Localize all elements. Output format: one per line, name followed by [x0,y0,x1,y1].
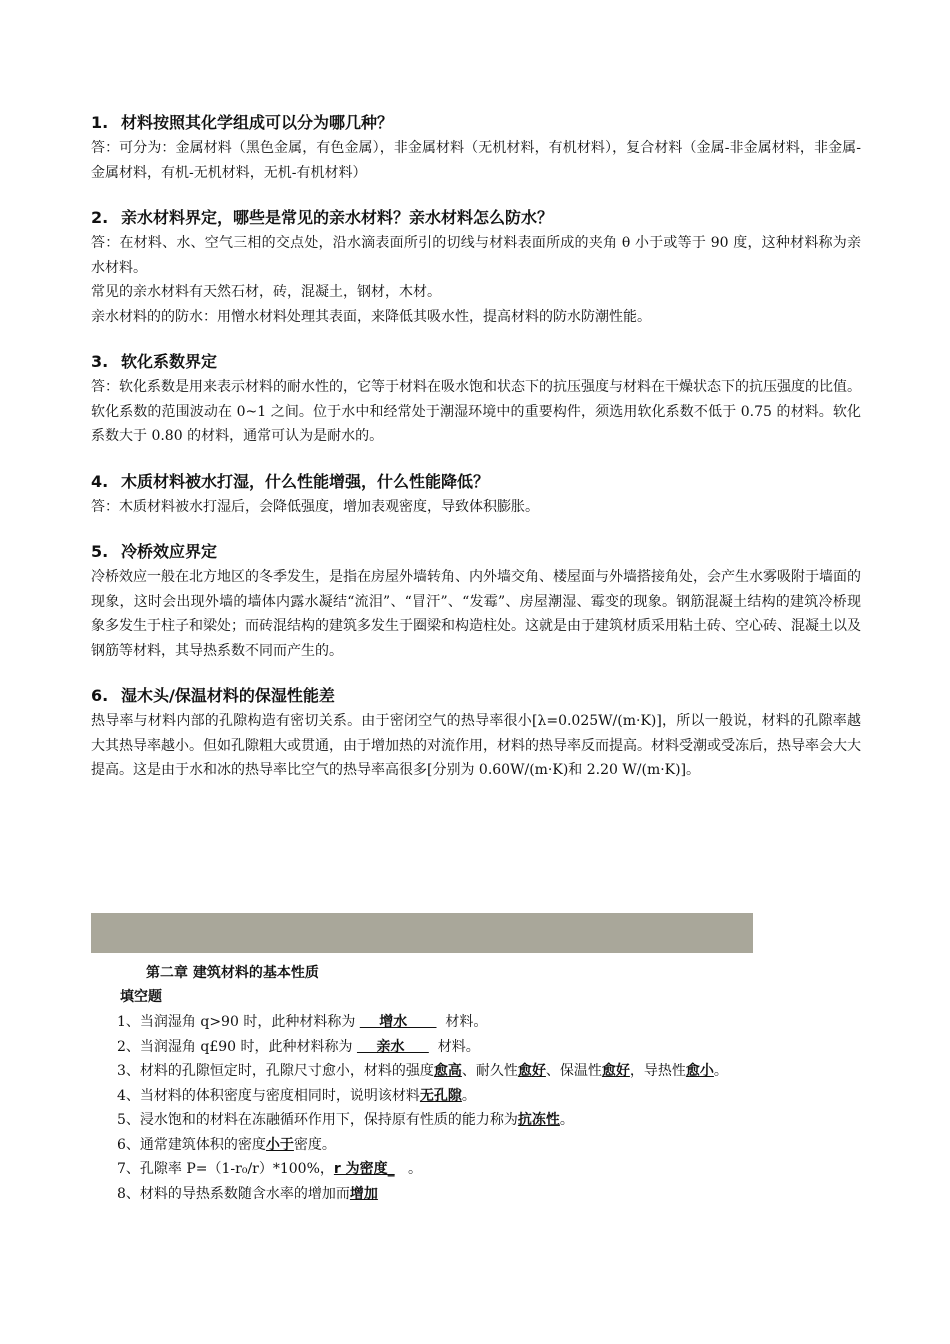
qa-section [91,112,861,805]
question-number: 6. [91,686,109,705]
fill-item-3 [117,1059,877,1084]
fill-blank-heading: 填空题 [120,989,162,1005]
question-title [91,685,861,707]
answer-paragraph: 答：可分为：金属材料（黑色金属，有色金属），非金属材料（无机材料，有机材料），复合材料（金属-非金属材料，非金属-金属材料，有机-无机材料，无机-有机材料） [91,140,861,181]
question-number: 3. [91,352,109,371]
fill-item-8 [117,1182,877,1207]
item-text: 4、当材料的体积密度与密度相同时，说明该材料 [117,1087,420,1104]
question-title [91,351,861,373]
question-number: 1. [91,113,109,132]
answer-blank: 增加 [349,1185,378,1202]
item-text: 2、当润湿角 q£90 时，此种材料称为 [117,1038,357,1055]
question-number: 4. [91,471,109,491]
answer-blank: 愈好 [601,1063,630,1079]
fill-item-1 [117,1010,877,1035]
section-divider-bar [91,913,753,953]
question-3 [91,351,861,449]
question-title [91,541,861,563]
answer-paragraph: 答：软化系数是用来表示材料的耐水性的，它等于材料在吸水饱和状态下的抗压强度与材料在干燥状态下的抗压强度的比值。软化系数的范围波动在 0~1 之间。位于水中和经常处于潮湿环境中的重要构件，须选用软化系数不低于 0.75 的材料。软化系数大于 0.80 的材料，通常可认为是耐水的。 [91,379,861,444]
answer-blank: 愈好 [517,1063,546,1079]
fill-item-6 [117,1133,877,1158]
question-4 [91,471,861,520]
item-text: ，导热性 [629,1063,686,1079]
item-text: 5、浸水饱和的材料在冻融循环作用下，保持原有性质的能力称为 [117,1112,518,1128]
item-text: 。 [713,1063,728,1079]
fill-item-4 [117,1084,877,1109]
answer-paragraph: 亲水材料的的防水：用憎水材料处理其表面，来降低其吸水性，提高材料的防水防潮性能。 [91,308,651,325]
question-2 [91,207,861,329]
answer-blank: 抗冻性 [517,1112,560,1128]
fill-item-5 [117,1108,877,1133]
item-text: 3、材料的孔隙恒定时，孔隙尺寸愈小，材料的强度 [117,1063,434,1079]
question-text: 软化系数界定 [121,352,218,371]
answer-blank: 亲水 [356,1038,429,1055]
answer-blank: 愈高 [433,1063,462,1079]
answer-paragraph: 答：在材料、水、空气三相的交点处，沿水滴表面所引的切线与材料表面所成的夹角 θ 小于或等于 90 度，这种材料称为亲水材料。 [91,235,861,276]
question-1 [91,112,861,185]
question-text: 亲水材料界定，哪些是常见的亲水材料？亲水材料怎么防水？ [121,208,554,227]
answer-paragraph: 常见的亲水材料有天然石材，砖，混凝土，钢材，木材。 [91,284,441,300]
answer-blank: 无孔隙 [419,1087,462,1104]
answer-paragraph: 冷桥效应一般在北方地区的冬季发生，是指在房屋外墙转角、内外墙交角、楼屋面与外墙搭接角处，会产生水雾吸附于墙面的现象，这时会出现外墙的墙体内露水凝结“流泪”、“冒汗”、“发霉”、房屋潮湿、霉变的现象。钢筋混凝土结构的建筑冷桥现象多发生于柱子和梁处；而砖混结构的建筑多发生于圈梁和构造柱处。这就是由于建筑材质采用粘土砖、空心砖、混凝土以及钢筋等材料，其导热系数不同而产生的。 [91,569,861,659]
answer-blank: r 为密度_ [333,1161,395,1177]
question-title [91,471,861,493]
item-text: 材料。 [436,1014,488,1030]
item-text: 1、当润湿角 q>90 时，此种材料称为 [117,1014,360,1030]
item-text: 7、孔隙率 P=（1-r₀/r）*100%， [117,1161,334,1177]
question-5 [91,541,861,663]
answer-paragraph: 热导率与材料内部的孔隙构造有密切关系。由于密闭空气的热导率很小[λ=0.025W/(m·K)]，所以一般说，材料的孔隙率越大其热导率越小。但如孔隙粗大或贯通，由于增加热的对流作用，材料的热导率反而提高。材料受潮或受冻后，热导率会大大提高。这是由于水和冰的热导率比空气的热导率高很多[分别为 0.60W/(m·K)和 2.20 W/(m·K)]。 [91,713,861,778]
question-text: 木质材料被水打湿，什么性能增强，什么性能降低？ [121,471,490,491]
fill-item-2 [117,1035,877,1060]
question-number: 5. [91,542,109,561]
item-text: 。 [394,1161,423,1177]
item-text: 、耐久性 [461,1063,518,1079]
question-6 [91,685,861,783]
question-title [91,207,861,229]
answer-paragraph: 答：木质材料被水打湿后，会降低强度，增加表观密度，导致体积膨胀。 [91,498,539,515]
question-text: 冷桥效应界定 [121,542,218,561]
question-title [91,112,861,134]
fill-item-7 [117,1157,877,1182]
chapter-title: 第二章 建筑材料的基本性质 [146,965,319,981]
item-text: 、保温性 [545,1063,602,1079]
item-text: 6、通常建筑体积的密度 [117,1136,266,1153]
item-text: 。 [559,1112,574,1128]
item-text: 8、材料的导热系数随含水率的增加而 [117,1185,350,1202]
answer-blank: 小于 [265,1136,294,1153]
item-text: 。 [461,1087,476,1104]
answer-blank: 愈小 [685,1063,714,1079]
fill-blank-list [117,1010,877,1206]
answer-blank: 增水 [359,1014,437,1030]
question-number: 2. [91,208,109,227]
question-text: 湿木头/保温材料的保湿性能差 [121,686,335,705]
question-text: 材料按照其化学组成可以分为哪几种？ [121,113,394,132]
item-text: 密度。 [293,1136,336,1153]
item-text: 材料。 [428,1038,480,1055]
